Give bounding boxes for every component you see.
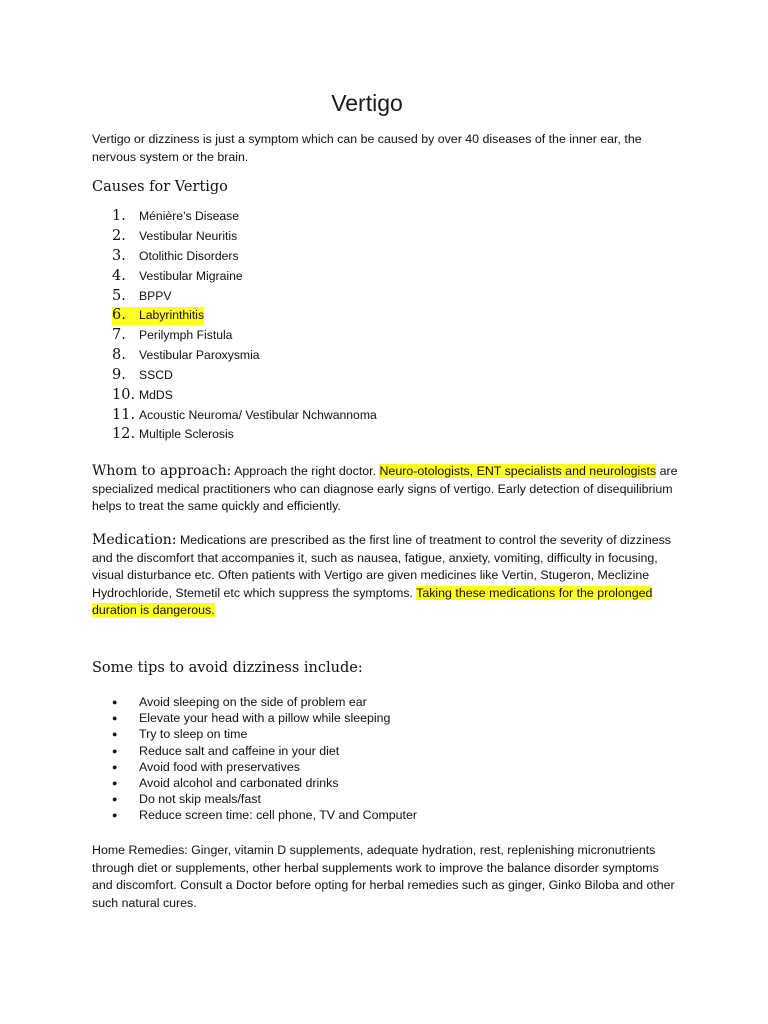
bullet-icon: ● (112, 713, 118, 724)
list-item-label: Labyrinthitis (139, 307, 204, 325)
list-item (112, 759, 417, 775)
list-item-label: Avoid sleeping on the side of problem ear (139, 695, 367, 710)
list-item-label: Try to sleep on time (139, 727, 248, 742)
list-number: 9. (112, 366, 126, 383)
list-item (112, 743, 417, 759)
list-item-label: Avoid alcohol and carbonated drinks (139, 775, 339, 790)
list-item-label: Acoustic Neuroma/ Vestibular Nchwannoma (139, 407, 377, 422)
list-item-label: Otolithic Disorders (139, 248, 239, 263)
highlighted-text: Neuro-otologists, ENT specialists and neurologists (379, 464, 657, 478)
medication-heading: Medication: (92, 532, 177, 548)
list-item-label: Vestibular Migraine (139, 268, 243, 283)
list-number: 3. (112, 247, 126, 264)
paragraph-text: are specialized medical practitioners who can diagnose early signs of vertigo. Early detection of disequilibrium helps to treat the same quickly and efficiently. (92, 464, 678, 514)
list-item (112, 775, 417, 791)
causes-heading: Causes for Vertigo (92, 179, 228, 195)
page-title: Vertigo (331, 90, 403, 116)
list-item-label: Ménière’s Disease (139, 209, 240, 224)
paragraph-text: Approach the right doctor. (231, 464, 380, 478)
list-number: 11. (112, 406, 136, 423)
bullet-icon: ● (112, 729, 118, 740)
list-number: 4. (112, 267, 126, 284)
whom-to-approach-heading: Whom to approach: (92, 463, 232, 479)
list-item (112, 346, 377, 366)
tips-heading: Some tips to avoid dizziness include: (92, 660, 363, 676)
list-item (112, 366, 377, 386)
highlighted-text: Taking these medications for the prolonged duration is dangerous. (92, 585, 653, 618)
list-item (112, 227, 377, 247)
list-number: 6. (112, 307, 139, 325)
list-item-label: Vestibular Paroxysmia (139, 348, 260, 363)
list-item (112, 247, 377, 267)
medication-paragraph (92, 532, 682, 620)
home-remedies-paragraph: Home Remedies: Ginger, vitamin D supplements, adequate hydration, rest, replenishing micronutrients through diet or supplements, other herbal supplements work to improve the balance disorder symptoms and discomfort. Consult a Doctor before opting for herbal remedies such as ginger, Ginko Biloba and other such natural cures. (92, 843, 675, 910)
bullet-icon: ● (112, 777, 118, 788)
list-number: 1. (112, 208, 126, 225)
list-item-label: Elevate your head with a pillow while sleeping (139, 711, 391, 726)
intro-paragraph: Vertigo or dizziness is just a symptom which can be caused by over 40 diseases of the inner ear, the nervous system or the brain. (92, 132, 642, 164)
bullet-icon: ● (112, 761, 118, 772)
bullet-icon: ● (112, 745, 118, 756)
paragraph-text: Medications are prescribed as the first line of treatment to control the severity of dizziness and the discomfort that accompanies it, such as nausea, fatigue, anxiety, vomiting, difficulty in focusing, visual disturbance etc. Often patients with Vertigo are given medicines like Vertin, Stugeron, Meclizine Hydrochloride, Stemetil etc which suppress the symptoms. (92, 533, 671, 600)
list-item (112, 207, 377, 227)
list-number: 2. (112, 227, 126, 244)
list-item (112, 792, 417, 808)
list-item-label: Avoid food with preservatives (139, 759, 300, 774)
bullet-icon: ● (112, 697, 118, 708)
list-number: 12. (112, 426, 136, 443)
list-item (112, 711, 417, 727)
bullet-icon: ● (112, 809, 118, 820)
list-item-label: Perilymph Fistula (139, 328, 233, 343)
list-item-highlighted (112, 306, 377, 326)
list-item-label: Reduce screen time: cell phone, TV and Computer (139, 807, 418, 822)
list-item (112, 386, 377, 406)
list-item (112, 267, 377, 287)
list-item-label: Reduce salt and caffeine in your diet (139, 743, 340, 758)
list-item (112, 405, 377, 425)
list-number: 5. (112, 287, 126, 304)
list-item-label: SSCD (139, 367, 173, 382)
list-number: 8. (112, 347, 126, 364)
list-item-label: Multiple Sclerosis (139, 427, 234, 442)
list-item (112, 286, 377, 306)
list-item (112, 695, 417, 711)
whom-to-approach-paragraph (92, 463, 682, 516)
list-item (112, 808, 417, 824)
list-item (112, 425, 377, 445)
list-item (112, 727, 417, 743)
list-item-label: Do not skip meals/fast (139, 791, 261, 806)
list-item-label: MdDS (139, 387, 173, 402)
causes-list (112, 207, 377, 445)
list-item (112, 326, 377, 346)
list-number: 10. (112, 386, 136, 403)
list-number: 7. (112, 327, 126, 344)
tips-list (112, 695, 417, 824)
list-item-label: Vestibular Neuritis (139, 228, 238, 243)
list-item-label: BPPV (139, 288, 172, 303)
bullet-icon: ● (112, 793, 118, 804)
